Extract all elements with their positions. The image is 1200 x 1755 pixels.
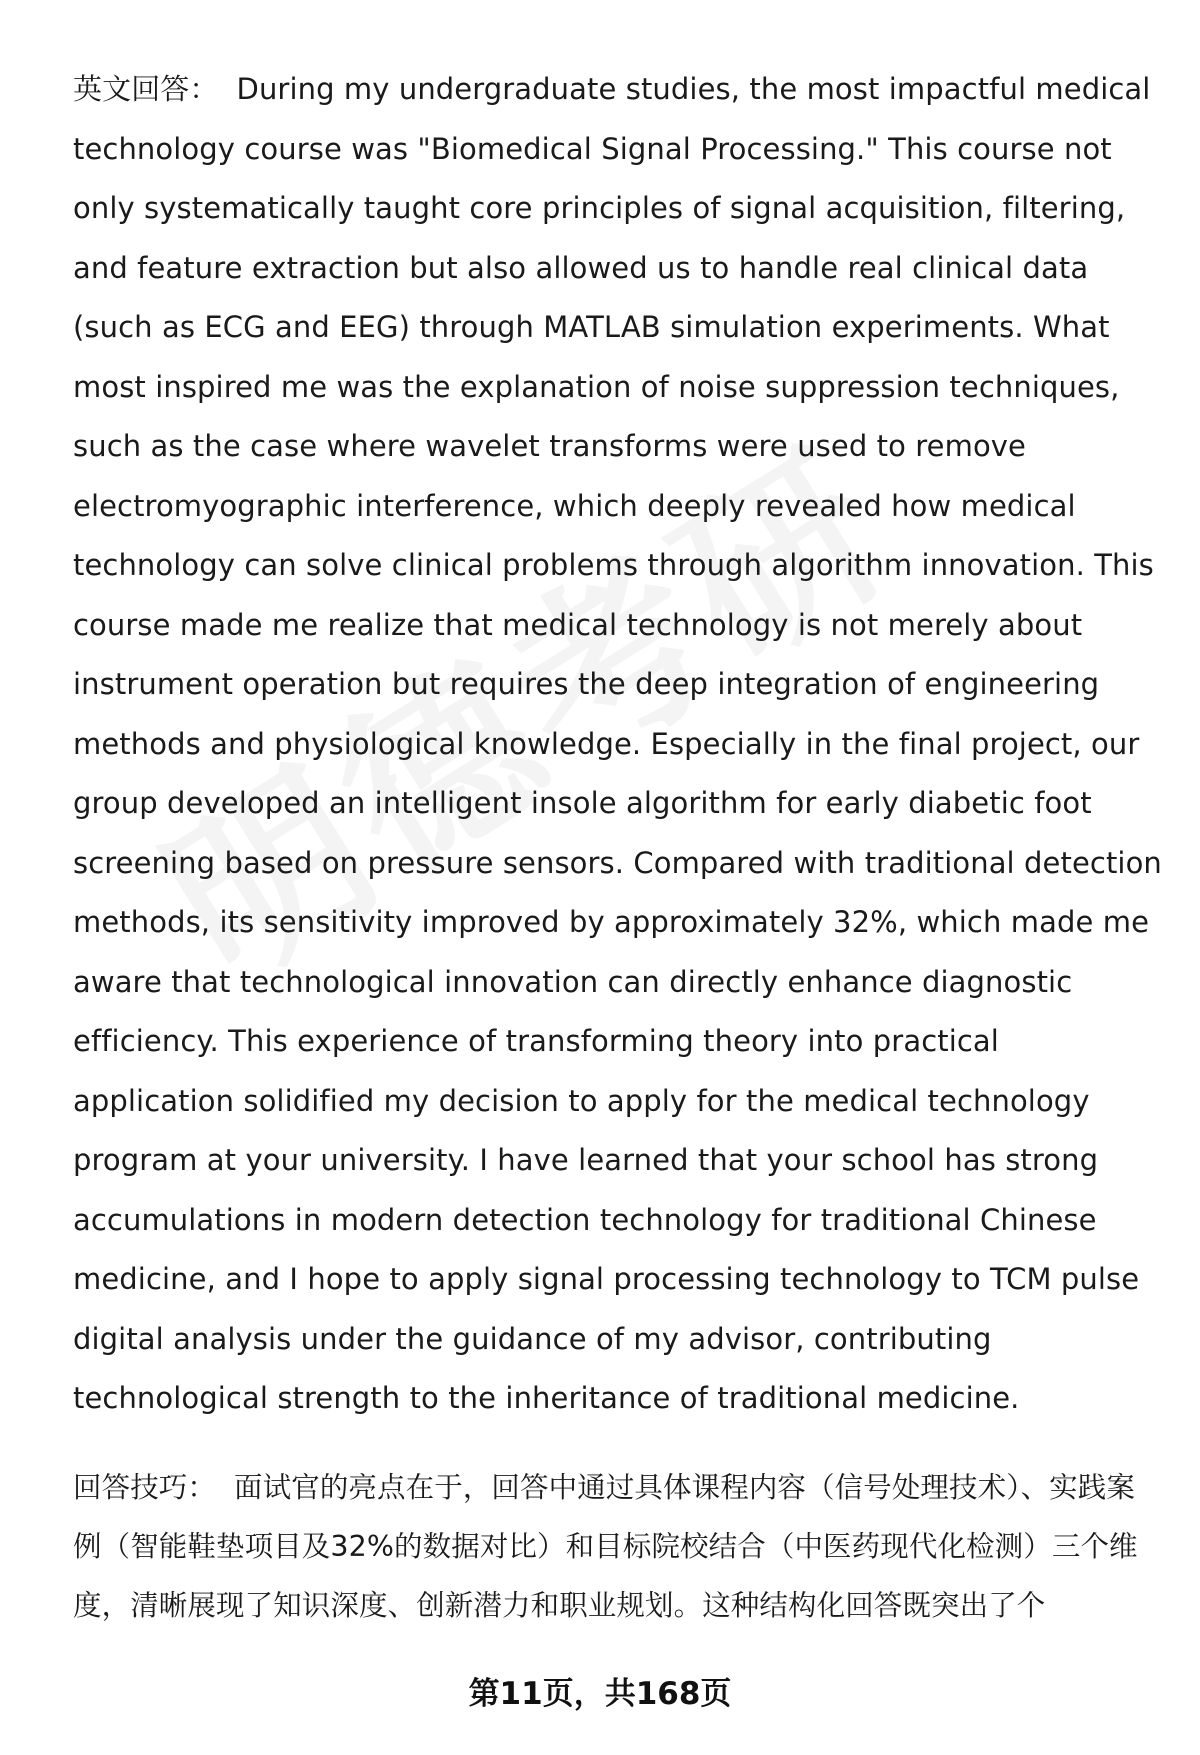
english-answer-label: 英文回答： <box>73 72 219 106</box>
english-answer-text: During my undergraduate studies, the most impactful medical technology course was "Biomedical Signal Processing." This course not only systematically taught core principles of signal acquisition, filtering, and feature extraction but also allowed us to handle real clinical data (such as ECG and EEG) through MATLAB simulation experiments. What most inspired me was the explanation of noise suppression techniques, such as the case where wavelet transforms were used to remove electromyographic interference, which deeply revealed how medical technology can solve clinical problems through algorithm innovation. This course made me realize that medical technology is not merely about instrument operation but requires the deep integration of engineering methods and physiological knowledge. Especially in the final project, our group developed an intelligent insole algorithm for early diabetic foot screening based on pressure sensors. Compared with traditional detection methods, its sensitivity improved by approximately 32%, which made me aware that technological innovation can directly enhance diagnostic efficiency. This experience of transforming theory into practical application solidified my decision to apply for the medical technology program at your university. I have learned that your school has strong accumulations in modern detection technology for traditional Chinese medicine, and I hope to apply signal processing technology to TCM pulse digital analysis under the guidance of my advisor, contributing technological strength to the inheritance of traditional medicine. <box>73 72 1162 1415</box>
answer-tips-paragraph <box>73 1458 1163 1635</box>
answer-tips-text: 面试官的亮点在于，回答中通过具体课程内容（信号处理技术）、实践案例（智能鞋垫项目及32%的数据对比）和目标院校结合（中医药现代化检测）三个维度，清晰展现了知识深度、创新潜力和职业规划。这种结构化回答既突出了个 <box>73 1471 1138 1622</box>
answer-tips-label: 回答技巧： <box>73 1471 217 1504</box>
page-indicator: 第11页，共168页 <box>468 1676 732 1712</box>
english-answer-paragraph <box>73 60 1163 1429</box>
